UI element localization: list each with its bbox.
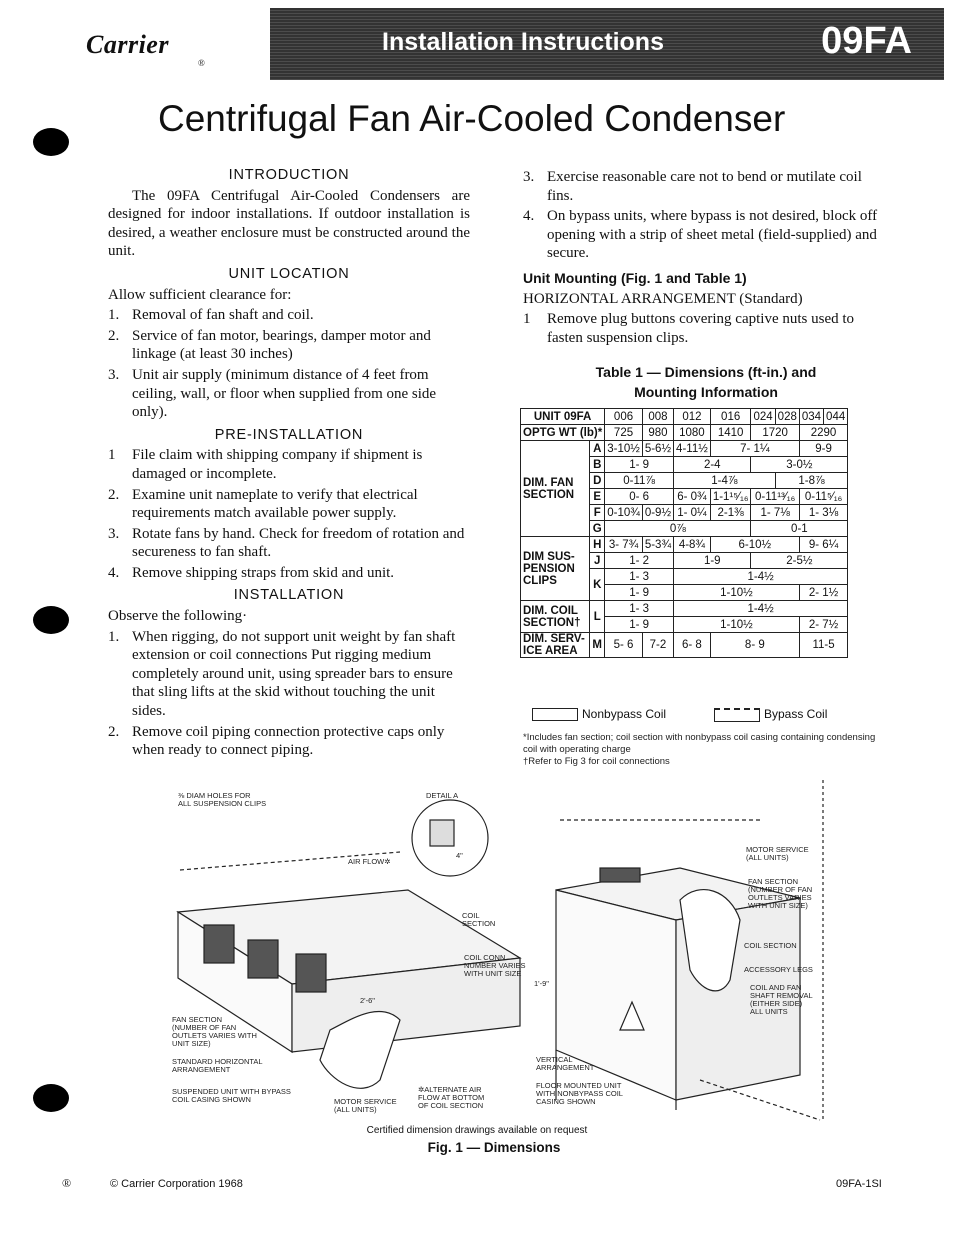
table-row: UNIT 09FA 006 008 012 016 024 028 034 044 xyxy=(521,409,848,425)
figure-label: MOTOR SERVICE (ALL UNITS) xyxy=(334,1097,397,1114)
paragraph: HORIZONTAL ARRANGEMENT (Standard) xyxy=(523,290,803,307)
table-row: K 1- 3 1-4½ xyxy=(521,569,848,585)
table-row: E 0- 6 6- 0¾ 1-1¹⁵⁄₁₆ 0-11¹³⁄₁₆ 0-11⁵⁄₁₆ xyxy=(521,489,848,505)
header-banner xyxy=(270,8,944,80)
punch-hole xyxy=(33,606,69,634)
figure-label: 2'-6" xyxy=(360,996,375,1005)
table-row: G 0⅞ 0-1 xyxy=(521,521,848,537)
figure-label: AIR FLOW✲ xyxy=(348,857,391,866)
table-row: DIM. FAN SECTION A 3-10½ 5-6½ 4-11½ 7- 1¼ 9-9 xyxy=(521,441,848,457)
list-item: 3. Unit air supply (minimum distance of 4 feet from ceiling, wall, or floor when supplied from one side only). xyxy=(108,366,437,421)
table-row: 1- 9 1-10½ 2- 7½ xyxy=(521,617,848,633)
table-row: J 1- 2 1-9 2-5½ xyxy=(521,553,848,569)
figure-caption: Fig. 1 — Dimensions xyxy=(427,1140,561,1155)
list-item: 2. Remove coil piping connection protective caps only when ready to connect piping. xyxy=(108,723,445,759)
figure-label: FLOOR MOUNTED UNIT WITH NONBYPASS COIL CASING SHOWN xyxy=(536,1081,623,1106)
figure-label: DETAIL A xyxy=(426,791,459,800)
table-row: DIM. COIL SECTION† L 1- 3 1-4½ xyxy=(521,601,848,617)
figure-label: VERTICAL ARRANGEMENT xyxy=(536,1055,595,1072)
table-row: 1- 9 1-10½ 2- 1½ xyxy=(521,585,848,601)
right-column xyxy=(523,166,887,347)
figure-label: FAN SECTION (NUMBER OF FAN OUTLETS VARIES WITH UNIT SIZE) xyxy=(748,877,813,910)
list-item: 1 Remove plug buttons covering captive nuts used to fasten suspension clips. xyxy=(523,311,855,346)
table-title: Table 1 — Dimensions (ft-in.) and Mounting Information xyxy=(595,364,817,400)
registered-mark: ® xyxy=(62,1176,72,1190)
section-heading: INSTALLATION xyxy=(233,587,345,604)
section-heading: INTRODUCTION xyxy=(228,167,350,183)
figure-label: ⅜ DIAM HOLES FOR ALL SUSPENSION CLIPS xyxy=(178,791,267,808)
list-item: 1. Removal of fan shaft and coil. xyxy=(108,307,314,324)
brand-logo: Carrier xyxy=(86,30,169,59)
dimensions-table xyxy=(520,408,848,658)
table-row: F 0-10¾ 0-9½ 1- 0¼ 2-1⅜ 1- 7⅛ 1- 3⅛ xyxy=(521,505,848,521)
figure-label: STANDARD HORIZONTAL ARRANGEMENT xyxy=(172,1057,263,1074)
list-item: 2. Service of fan motor, bearings, damper motor and linkage (at least 30 inches) xyxy=(108,327,431,363)
document-code: 09FA-1SI xyxy=(836,1178,882,1190)
figure-label: COIL SECTION xyxy=(744,941,797,950)
section-heading: UNIT LOCATION xyxy=(228,265,350,282)
list-item: 1. When rigging, do not support unit weight by fan shaft extension or coil connections Put rigging medium completely around unit, using spreader bars to ensure that sling lifts at the skid without touching the unit sides. xyxy=(108,628,456,720)
legend-nonbypass: Nonbypass Coil xyxy=(532,707,666,721)
figure-label: COIL CONN. NUMBER VARIES WITH UNIT SIZE xyxy=(464,953,526,978)
list-item: 3. Exercise reasonable care not to bend or mutilate coil fins. xyxy=(523,169,862,204)
figure-note: Certified dimension drawings available on request xyxy=(366,1125,588,1136)
legend-swatch xyxy=(714,708,760,722)
figure-label: COIL SECTION xyxy=(462,911,496,928)
banner-code: 09FA xyxy=(821,20,912,62)
figure-label: FAN SECTION (NUMBER OF FAN OUTLETS VARIES WITH UNIT SIZE) xyxy=(172,1015,257,1048)
punch-hole xyxy=(33,128,69,156)
page-title: Centrifugal Fan Air-Cooled Condenser xyxy=(158,98,786,139)
list-item: 4. Remove shipping straps from skid and unit. xyxy=(108,564,395,581)
left-column xyxy=(108,162,470,760)
subsection-heading: Unit Mounting (Fig. 1 and Table 1) xyxy=(523,269,747,286)
copyright: © Carrier Corporation 1968 xyxy=(110,1178,243,1190)
figure-label: COIL AND FAN SHAFT REMOVAL (EITHER SIDE) ALL UNITS xyxy=(750,983,813,1016)
intro-paragraph: The 09FA Centrifugal Air-Cooled Condensers are designed for indoor installations. If outdoor installation is desired, a weather enclosure must be constructed around the unit. xyxy=(108,187,470,260)
table-row: OPTG WT (lb)* 725 980 1080 1410 1720 2290 xyxy=(521,425,848,441)
registered-mark: ® xyxy=(198,58,205,68)
figure-label: 1'-9" xyxy=(534,979,549,988)
legend-swatch xyxy=(532,708,578,721)
table-notes: *Includes fan section; coil section with nonbypass coil casing containing condensing coil with operating charge †Refer to Fig 3 for coil connections xyxy=(523,732,876,767)
paragraph: Allow sufficient clearance for: xyxy=(108,286,292,303)
table-row: D 0-11⅞ 1-4⅞ 1-8⅞ xyxy=(521,473,848,489)
banner-title: Installation Instructions xyxy=(382,28,664,56)
figure-label: 4" xyxy=(456,851,463,860)
list-item: 3. Rotate fans by hand. Check for freedom of rotation and secureness to fan shaft. xyxy=(108,525,465,561)
list-item: 1 File claim with shipping company if shipment is damaged or incomplete. xyxy=(108,447,423,482)
table-row: DIM SUS- PENSION CLIPS H 3- 7¾ 5-3¾ 4-8¾ 6-10½ 9- 6¼ xyxy=(521,537,848,553)
paragraph: Observe the following· xyxy=(108,608,248,625)
figure-label: SUSPENDED UNIT WITH BYPASS COIL CASING SHOWN xyxy=(172,1087,291,1104)
figure-label: ACCESSORY LEGS xyxy=(744,965,813,974)
list-item: 2. Examine unit nameplate to verify that electrical requirements match available power supply. xyxy=(108,486,418,522)
figure-label: MOTOR SERVICE (ALL UNITS) xyxy=(746,845,809,862)
table-row: B 1- 9 2-4 3-0½ xyxy=(521,457,848,473)
legend-bypass: Bypass Coil xyxy=(714,707,827,722)
table-row: DIM. SERV- ICE AREA M 5- 6 7-2 6- 8 8- 9 11-5 xyxy=(521,633,848,658)
section-heading: PRE-INSTALLATION xyxy=(214,426,364,443)
figure-label: ✲ALTERNATE AIR FLOW AT BOTTOM OF COIL SECTION xyxy=(418,1085,485,1110)
list-item: 4. On bypass units, where bypass is not desired, block off opening with a strip of sheet metal (field-supplied) and secure. xyxy=(523,208,878,262)
